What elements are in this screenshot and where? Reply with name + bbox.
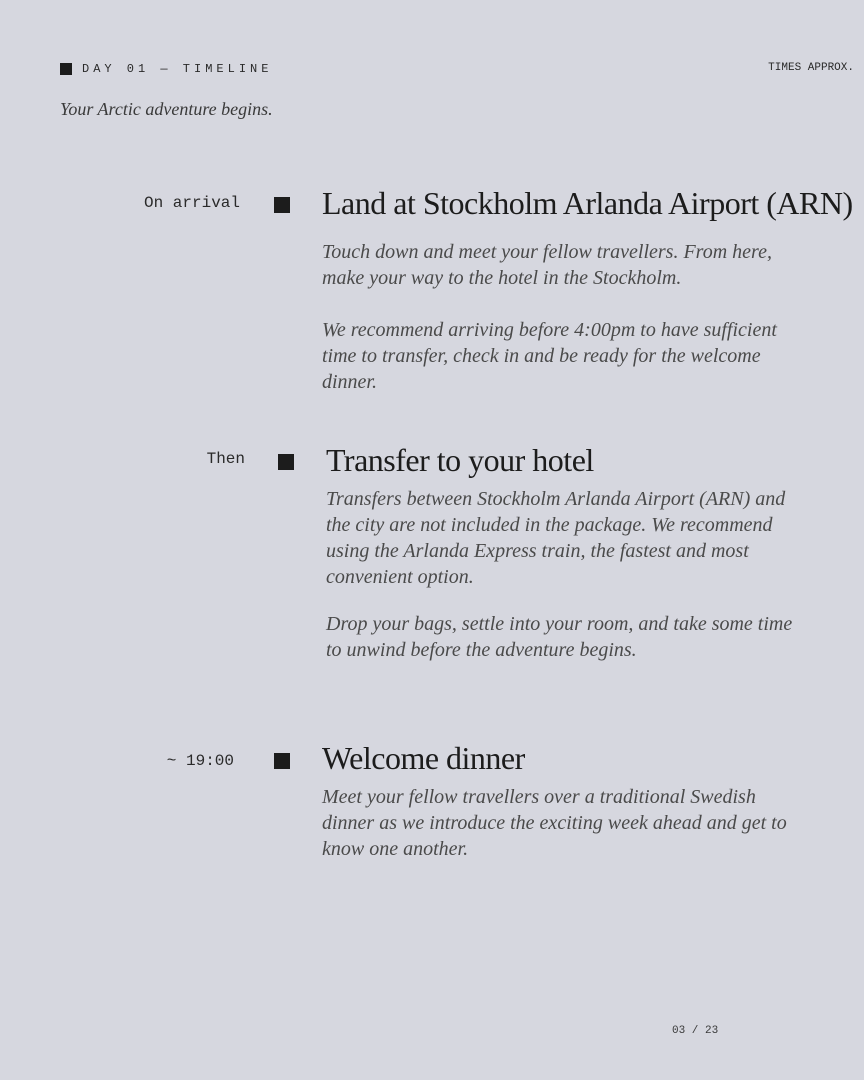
- square-bullet-icon: [60, 63, 72, 75]
- event-title: Transfer to your hotel: [326, 442, 594, 478]
- timeline-marker-icon: [274, 197, 290, 213]
- event-description: [322, 239, 807, 395]
- event-paragraph: Drop your bags, settle into your room, and take some time to unwind before the adventure begins.: [326, 613, 793, 661]
- event-paragraph: Meet your fellow travellers over a traditional Swedish dinner as we introduce the exciting week ahead and get to know one another.: [322, 786, 787, 860]
- event-time-label: Then: [206, 450, 245, 468]
- section-label: DAY 01 — TIMELINE: [82, 62, 273, 76]
- timeline-marker-icon: [274, 753, 290, 769]
- event-title: Land at Stockholm Arlanda Airport (ARN): [322, 185, 853, 221]
- event-description: [322, 784, 807, 862]
- page-number: 03 / 23: [672, 1025, 719, 1037]
- tagline: Your Arctic adventure begins.: [60, 99, 273, 119]
- event-paragraph: We recommend arriving before 4:00pm to have sufficient time to transfer, check in and be ready for the welcome dinner.: [322, 319, 777, 393]
- event-paragraph: Touch down and meet your fellow travellers. From here, make your way to the hotel in the Stockholm.: [322, 241, 772, 289]
- times-approx-note: TIMES APPROX.: [768, 62, 854, 74]
- event-time-label: ~ 19:00: [166, 752, 234, 770]
- event-time-label: On arrival: [143, 194, 240, 212]
- section-header: [60, 62, 272, 76]
- event-title: Welcome dinner: [322, 740, 525, 776]
- event-paragraph: Transfers between Stockholm Arlanda Airport (ARN) and the city are not included in the package. We recommend using the Arlanda Express train, the fastest and most convenient option.: [326, 488, 786, 588]
- event-description: [326, 486, 811, 663]
- timeline-marker-icon: [278, 454, 294, 470]
